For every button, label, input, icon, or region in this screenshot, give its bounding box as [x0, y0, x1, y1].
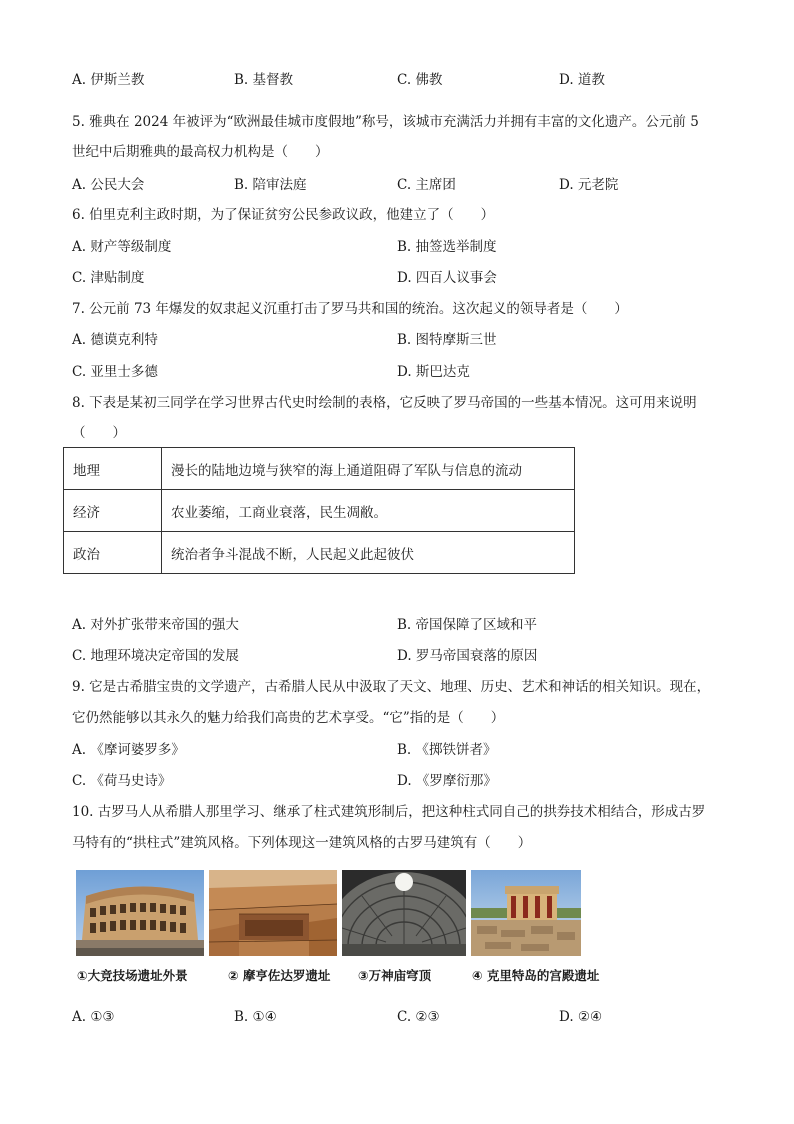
- q9-option-d[interactable]: D. 《罗摩衍那》: [397, 773, 497, 789]
- q8-option-a[interactable]: A. 对外扩张带来帝国的强大: [72, 617, 239, 633]
- q5-option-b[interactable]: B. 陪审法庭: [234, 177, 307, 193]
- q7-stem: 7. 公元前 73 年爆发的奴隶起义沉重打击了罗马共和国的统治。这次起义的领导者是（ ）: [72, 301, 628, 317]
- q8-stem-line2: （ ）: [72, 425, 126, 441]
- photo-caption-2: ② 摩亨佐达罗遗址: [228, 968, 331, 983]
- pantheon-dome-photo: [342, 870, 466, 956]
- q10-stem-line1: 10. 古罗马人从希腊人那里学习、继承了柱式建筑形制后，把这种柱式同自己的拱券技术相结合，形成古罗: [72, 804, 706, 820]
- q9-option-a[interactable]: A. 《摩诃婆罗多》: [72, 742, 185, 758]
- q6-option-c[interactable]: C. 津贴制度: [72, 270, 145, 286]
- q9-stem-line1: 9. 它是古希腊宝贵的文学遗产，古希腊人民从中汲取了天文、地理、历史、艺术和神话的相关知识。现在，: [72, 679, 711, 695]
- q7-option-d[interactable]: D. 斯巴达克: [397, 364, 470, 380]
- table-cell-key: 政治: [64, 532, 162, 574]
- table-row: [64, 448, 575, 490]
- q10-option-c[interactable]: C. ②③: [397, 1009, 440, 1025]
- q5-stem-line1: 5. 雅典在 2024 年被评为“欧洲最佳城市度假地”称号，该城市充满活力并拥有丰富的文化遗产。公元前 5: [72, 114, 699, 130]
- mohenjo-daro-photo: [209, 870, 337, 956]
- q4-option-c[interactable]: C. 佛教: [397, 72, 443, 88]
- q9-option-c[interactable]: C. 《荷马史诗》: [72, 773, 172, 789]
- q10-option-d[interactable]: D. ②④: [559, 1009, 603, 1025]
- q6-stem: 6. 伯里克利主政时期，为了保证贫穷公民参政议政，他建立了（ ）: [72, 207, 495, 223]
- q10-option-a[interactable]: A. ①③: [72, 1009, 115, 1025]
- q8-option-d[interactable]: D. 罗马帝国衰落的原因: [397, 648, 538, 664]
- table-row: [64, 532, 575, 574]
- q5-stem-line2: 世纪中后期雅典的最高权力机构是（ ）: [72, 144, 329, 160]
- q4-option-a[interactable]: A. 伊斯兰教: [72, 72, 145, 88]
- q4-option-d[interactable]: D. 道教: [559, 72, 605, 88]
- q8-option-b[interactable]: B. 帝国保障了区域和平: [397, 617, 538, 633]
- q5-option-d[interactable]: D. 元老院: [559, 177, 619, 193]
- q10-stem-line2: 马特有的“拱柱式”建筑风格。下列体现这一建筑风格的古罗马建筑有（ ）: [72, 835, 532, 851]
- q6-option-d[interactable]: D. 四百人议事会: [397, 270, 497, 286]
- table-cell-key: 地理: [64, 448, 162, 490]
- q7-option-b[interactable]: B. 图特摩斯三世: [397, 332, 497, 348]
- table-cell-value: 农业萎缩，工商业衰落，民生凋敝。: [162, 490, 575, 532]
- q9-stem-line2: 它仍然能够以其永久的魅力给我们高贵的艺术享受。“它”指的是（ ）: [72, 710, 505, 726]
- q6-option-a[interactable]: A. 财产等级制度: [72, 239, 172, 255]
- q8-option-c[interactable]: C. 地理环境决定帝国的发展: [72, 648, 239, 664]
- photo-caption-3: ③万神庙穹顶: [358, 968, 432, 983]
- colosseum-photo: [76, 870, 204, 956]
- q9-option-b[interactable]: B. 《掷铁饼者》: [397, 742, 497, 758]
- q7-option-c[interactable]: C. 亚里士多德: [72, 364, 158, 380]
- q6-option-b[interactable]: B. 抽签选举制度: [397, 239, 497, 255]
- table-cell-value: 统治者争斗混战不断，人民起义此起彼伏: [162, 532, 575, 574]
- q5-option-c[interactable]: C. 主席团: [397, 177, 456, 193]
- q8-stem-line1: 8. 下表是某初三同学在学习世界古代史时绘制的表格，它反映了罗马帝国的一些基本情况。这可用来说明: [72, 395, 697, 411]
- table-cell-key: 经济: [64, 490, 162, 532]
- q5-option-a[interactable]: A. 公民大会: [72, 177, 145, 193]
- q10-option-b[interactable]: B. ①④: [234, 1009, 277, 1025]
- photo-caption-4: ④ 克里特岛的宫殿遗址: [472, 968, 600, 983]
- table-cell-value: 漫长的陆地边境与狭窄的海上通道阻碍了军队与信息的流动: [162, 448, 575, 490]
- q7-option-a[interactable]: A. 德谟克利特: [72, 332, 158, 348]
- q8-info-table: [63, 447, 575, 574]
- table-row: [64, 490, 575, 532]
- photo-caption-1: ①大竞技场遗址外景: [77, 968, 188, 983]
- q4-option-b[interactable]: B. 基督教: [234, 72, 294, 88]
- knossos-palace-photo: [471, 870, 581, 956]
